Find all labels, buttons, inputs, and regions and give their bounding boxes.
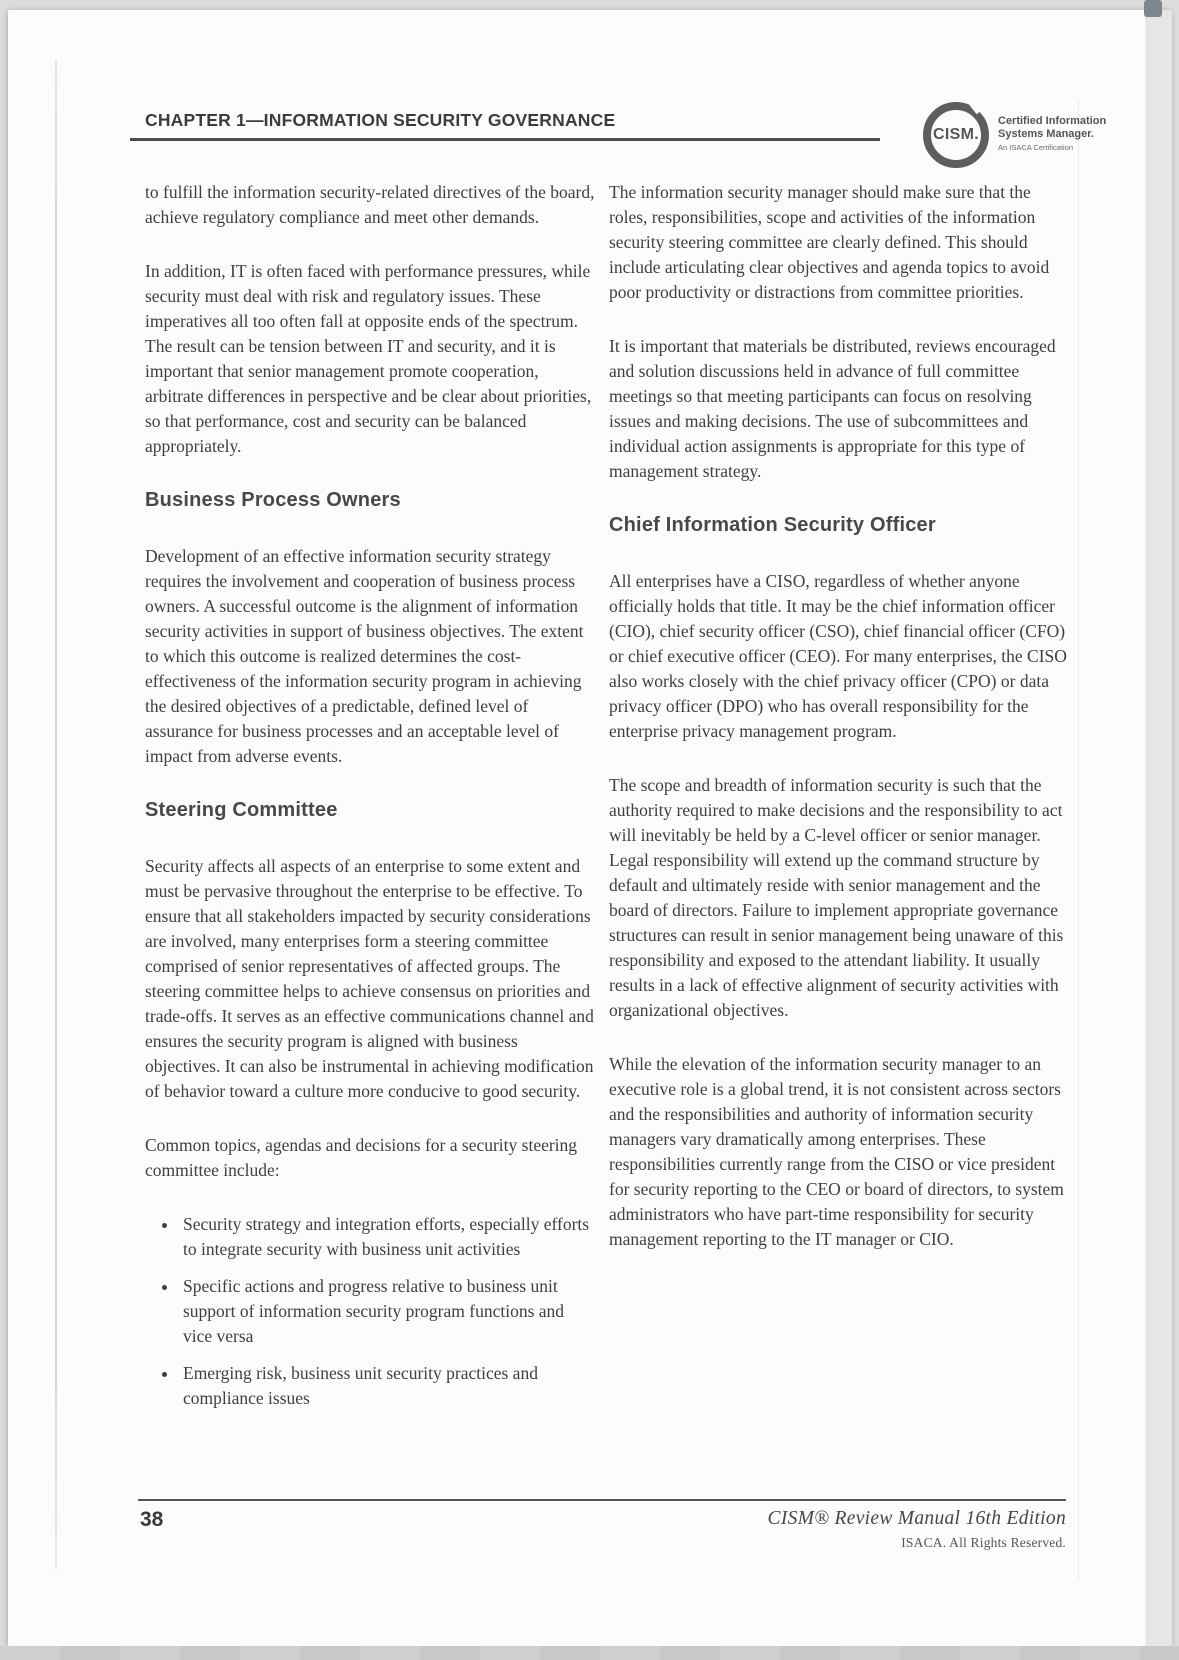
paragraph-scope-breadth: The scope and breadth of information security is such that the authority required to make decisions and the responsibility to act will inevitably be held by a C-level officer or senior manager. Legal responsibility will extend up the command structure by default and ultimately reside with senior management and the board of directors. Failure to implement appropriate governance structures can result in senior management being unaware of this responsibility and exposed to the attendant liability. It usually results in a lack of effective alignment of security activities with organizational objectives.: [609, 775, 1064, 1020]
list-item: • Specific actions and progress relative to business unit support of information security program functions and vice versa: [179, 1274, 595, 1349]
cism-ring-gap: [968, 96, 986, 114]
paragraph-it-pressures: In addition, IT is often faced with performance pressures, while security must deal with risk and regulatory issues. These imperatives all too often fall at opposite ends of the spectrum. The result can be tension between IT and security, and it is important that senior management promote cooperation, arbitrate differences in perspective and be clear about priorities, so that performance, cost and security can be balanced appropriately.: [145, 261, 592, 456]
paragraph-ism-roles: The information security manager should make sure that the roles, responsibilities, scope and activities of the information security steering committee are clearly defined. This should include articulating clear objectives and agenda topics to avoid poor productivity or distractions from committee priorities.: [609, 182, 1050, 302]
next-page-edge: [0, 1646, 1179, 1660]
scrollbar-thumb[interactable]: [1144, 0, 1162, 17]
cism-logo-name-line1: Certified Information: [998, 114, 1107, 127]
book-title: CISM® Review Manual 16th Edition: [767, 1508, 1066, 1529]
page-right-edge: [1145, 10, 1172, 1646]
page-fold-line: [55, 60, 57, 1570]
cism-ring-icon: [923, 102, 989, 168]
list-item: • Security strategy and integration efforts, especially efforts to integrate security with business unit activities: [179, 1212, 595, 1262]
heading-business-process-owners: Business Process Owners: [145, 489, 401, 511]
heading-steering-committee: Steering Committee: [145, 799, 338, 821]
right-column: [609, 180, 1071, 1281]
paragraph-elevation-trend: While the elevation of the information security manager to an executive role is a global trend, it is not consistent across sectors and the responsibilities and authority of information security managers vary dramatically among enterprises. These responsibilities currently range from the CISO or vice president for security reporting to the CEO or board of directors, to system administrators who have part-time responsibility for security management reporting to the IT manager or CIO.: [609, 1054, 1064, 1249]
heading-ciso: Chief Information Security Officer: [609, 514, 936, 536]
paragraph-materials-distributed: It is important that materials be distributed, reviews encouraged and solution discussions held in advance of full committee meetings so that meeting participants can focus on resolving issues and making decisions. The use of subcommittees and individual action assignments is appropriate for this type of management strategy.: [609, 336, 1056, 481]
list-item: • Emerging risk, business unit security practices and compliance issues: [179, 1361, 595, 1411]
document-page: [8, 10, 1171, 1646]
chapter-title: CHAPTER 1—INFORMATION SECURITY GOVERNANCE: [145, 110, 616, 130]
paragraph-business-process-owners: Development of an effective information security strategy requires the involvement and cooperation of business process owners. A successful outcome is the alignment of information security activities in support of business objectives. The extent to which this outcome is realized determines the cost-effectiveness of the information security program in achieving the desired objectives of a predictable, defined level of assurance for business processes and an acceptable level of impact from adverse events.: [145, 546, 584, 766]
page-number: 38: [140, 1508, 164, 1531]
cism-logo: [923, 102, 1106, 168]
footer-right: [609, 1508, 1066, 1551]
cism-logo-tagline: An ISACA Certification: [998, 142, 1074, 152]
paragraph-steering-committee: Security affects all aspects of an enterprise to some extent and must be pervasive throughout the enterprise to be effective. To ensure that all stakeholders impacted by security considerations are involved, many enterprises form a steering committee comprised of senior representatives of affected groups. The steering committee helps to achieve consensus on priorities and trade-offs. It serves as an effective communications channel and ensures the security program is aligned with business objectives. It can also be instrumental in achieving modification of behavior toward a culture more conducive to good security.: [145, 856, 594, 1101]
rights-notice: ISACA. All Rights Reserved.: [901, 1535, 1066, 1550]
footer-rule: [138, 1499, 1066, 1501]
paragraph-continuation: to fulfill the information security-related directives of the board, achieve regulatory compliance and meet other demands.: [145, 182, 595, 227]
cism-logo-text: [998, 115, 1106, 152]
steering-topics-list: [145, 1212, 595, 1411]
paragraph-ciso-titles: All enterprises have a CISO, regardless of whether anyone officially holds that title. It may be the chief information officer (CIO), chief security officer (CSO), chief financial officer (CFO) or chief executive officer (CEO). For many enterprises, the CISO also works closely with the chief privacy officer (CPO) or data privacy officer (DPO) who has overall responsibility for the enterprise privacy management program.: [609, 571, 1067, 741]
left-column: [145, 180, 595, 1423]
page-margin-line: [1078, 100, 1079, 1580]
paragraph-common-topics-intro: Common topics, agendas and decisions for a security steering committee include:: [145, 1135, 578, 1180]
chapter-header: [130, 110, 880, 141]
cism-logo-name-line2: Systems Manager.: [998, 127, 1094, 140]
cism-logo-acronym: CISM.: [933, 126, 979, 143]
